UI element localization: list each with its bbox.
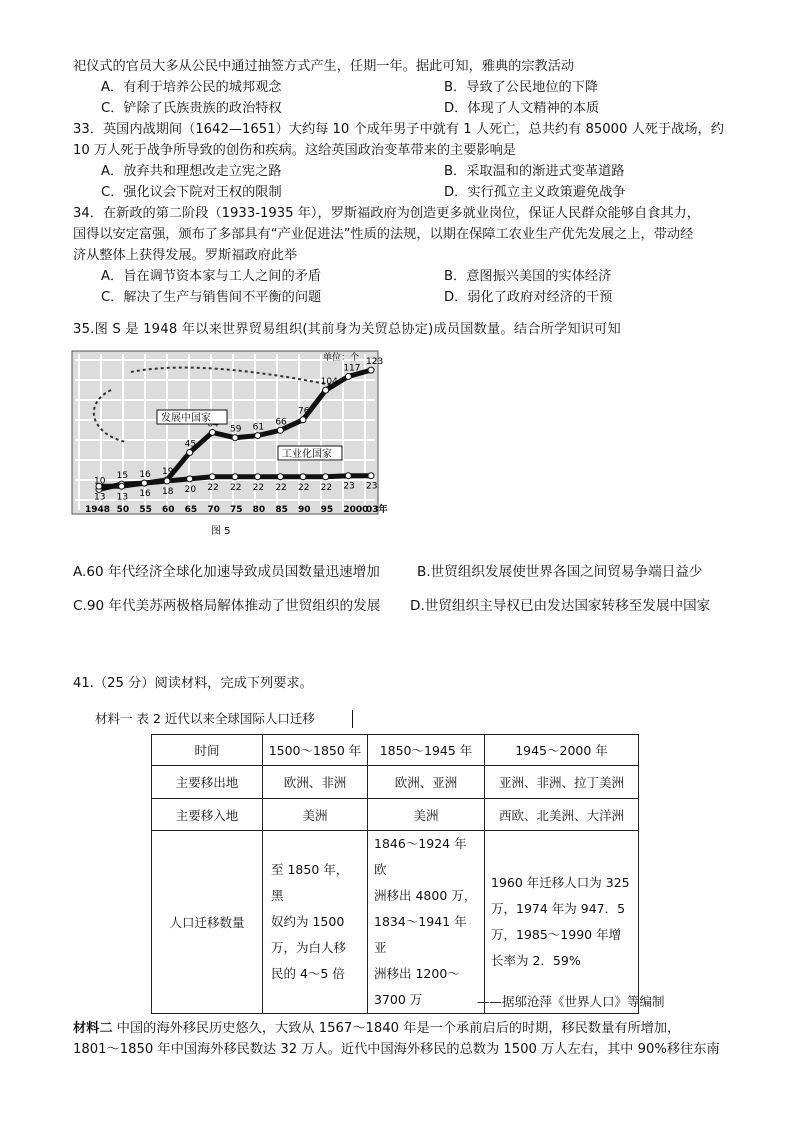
data-label: 22: [275, 482, 287, 493]
data-point: [232, 474, 238, 480]
cell-line: 万，1974 年为 947．5: [491, 901, 626, 916]
q34-option-a: A．旨在调节资本家与工人之间的矛盾: [101, 269, 322, 284]
data-point: [300, 417, 306, 423]
wto-member-chart: [71, 350, 388, 540]
q32-option-a: A．有利于培养公民的城邦观念: [101, 80, 282, 95]
cell-line: 1846～1924 年欧: [374, 836, 467, 877]
x-tick-label: 90: [298, 505, 311, 515]
table-header-cell: 1850～1945 年: [368, 735, 485, 766]
table-cell: 主要移出地: [152, 766, 263, 799]
chart-caption: 图 5: [211, 526, 231, 537]
cell-line: 1960 年迁移人口为 325: [491, 875, 630, 890]
table-cell: 欧洲、非洲: [263, 766, 368, 799]
q34-stem-line3: 济从整体上获得发展。罗斯福政府此举: [73, 248, 298, 263]
data-point: [187, 449, 193, 455]
x-tick-label: 03年: [366, 505, 388, 515]
x-tick-label: 60: [162, 505, 175, 515]
cell-line: 1834～1941 年亚: [374, 914, 467, 955]
data-point: [255, 433, 261, 439]
material2-text: 中国的海外移民历史悠久，大致从 1567～1840 年是一个承前启后的时期，移民数量有所增加，: [112, 1021, 681, 1036]
table-row: [152, 766, 639, 799]
table-cell: 欧洲、亚洲: [368, 766, 485, 799]
x-tick-label: 1948: [85, 505, 111, 515]
data-point: [300, 474, 306, 480]
cursor-mark: [352, 710, 353, 728]
data-label: 19: [162, 466, 174, 477]
cell-line: 万，1985～1990 年增: [491, 927, 622, 942]
data-point: [209, 474, 215, 480]
material2-line2: 1801～1850 年中国海外移民数达 32 万人。近代中国海外移民的总数为 1500 万人左右，其中 90%移往东南: [73, 1042, 720, 1057]
cell-line: 洲移出 4800 万，: [374, 888, 477, 903]
data-point: [277, 427, 283, 433]
q32-option-d: D．体现了人文精神的本质: [444, 101, 600, 116]
data-label: 16: [139, 470, 151, 481]
data-label: 10: [94, 476, 106, 487]
data-label: 23: [343, 481, 355, 492]
q32-option-b: B．导致了公民地位的下降: [444, 80, 599, 95]
data-label: 22: [320, 482, 333, 493]
material2-line1: [73, 1020, 680, 1038]
q34-option-b: B．意图振兴美国的实体经济: [444, 269, 612, 284]
q35-option-c: C.90 年代美苏两极格局解体推动了世贸组织的发展: [73, 598, 381, 614]
data-label: 66: [275, 417, 287, 428]
x-tick-label: 75: [230, 505, 243, 515]
table-header-row: [152, 735, 639, 766]
data-point: [277, 474, 283, 480]
cell-line: 万，为白人移: [271, 940, 347, 955]
cell-line: 洲移出 1200～: [374, 966, 460, 981]
data-point: [345, 473, 351, 479]
q33-option-d: D．实行孤立主义政策避免战争: [444, 185, 626, 200]
chart-svg: [71, 350, 388, 540]
data-point: [141, 480, 147, 486]
data-point: [345, 373, 351, 379]
data-point: [323, 387, 329, 393]
x-tick-label: 85: [275, 505, 288, 515]
migration-table: [151, 734, 639, 1014]
q34-stem-line1: 34．在新政的第二阶段（1933-1935 年），罗斯福政府为创造更多就业岗位，保证人民群众能够自食其力，: [73, 206, 700, 221]
data-label: 22: [230, 482, 242, 493]
x-tick-label: 55: [139, 505, 152, 515]
data-label: 20: [184, 484, 197, 495]
data-label: 13: [116, 492, 129, 503]
q33-option-a: A．放弃共和理想改走立宪之路: [101, 164, 282, 179]
table-cell: 西欧、北美洲、大洋洲: [485, 799, 639, 831]
legend-industrial: 工业化国家: [282, 449, 332, 460]
data-label: 76: [298, 406, 310, 417]
table-cell: 亚洲、非洲、拉丁美洲: [485, 766, 639, 799]
data-point: [255, 474, 261, 480]
x-tick-label: 50: [116, 505, 130, 515]
q32-stem-tail: 祀仪式的官员大多从公民中通过抽签方式产生，任期一年。据此可知，雅典的宗教活动: [73, 59, 575, 74]
q35-option-b: B.世贸组织发展使世界各国之间贸易争端日益少: [417, 564, 703, 580]
x-tick-label: 2000: [343, 505, 369, 515]
data-point: [368, 473, 374, 479]
data-label: 22: [207, 482, 219, 493]
table-cell-multiline: [263, 831, 368, 1014]
table-header-cell: 1500～1850 年: [263, 735, 368, 766]
q35-option-a: A.60 年代经济全球化加速导致成员国数量迅速增加: [73, 564, 380, 580]
x-tick-label: 95: [320, 505, 334, 515]
table-cell: 美洲: [263, 799, 368, 831]
x-tick-label: 80: [252, 505, 266, 515]
data-label: 61: [252, 422, 265, 433]
cell-line: 至 1850 年，黑: [271, 862, 349, 903]
data-label: 23: [366, 481, 378, 492]
q34-option-d: D．弱化了政府对经济的干预: [444, 290, 613, 305]
q33-stem-line1: 33．英国内战期间（1642—1651）大约每 10 个成年男子中就有 1 人死亡，总共约有 85000 人死于战场，约: [73, 122, 724, 137]
data-point: [187, 476, 193, 482]
q33-stem-line2: 10 万人死于战争所导致的创伤和疾病。这给英国政治变革带来的主要影响是: [73, 143, 516, 158]
cell-line: 长率为 2．59%: [491, 953, 581, 968]
q35-stem: 35.图 S 是 1948 年以来世界贸易组织(其前身为关贸总协定)成员国数量。结合所学知识可知: [73, 322, 621, 337]
data-label: 45: [184, 439, 197, 450]
table-cell-multiline: [485, 831, 639, 1014]
data-label: 104: [320, 377, 338, 388]
data-point: [232, 435, 238, 441]
table-header-cell: 时间: [152, 735, 263, 766]
data-label: 59: [230, 424, 242, 435]
q35-option-d: D.世贸组织主导权已由发达国家转移至发展中国家: [410, 598, 711, 614]
q34-option-c: C．解决了生产与销售间不平衡的问题: [101, 290, 322, 305]
data-label: 18: [162, 486, 174, 497]
q32-option-c: C．铲除了氏族贵族的政治特权: [101, 101, 282, 116]
data-label: 22: [252, 482, 265, 493]
table-cell: 美洲: [368, 799, 485, 831]
table-cell: 人口迁移数量: [152, 831, 263, 1014]
data-point: [209, 429, 215, 435]
table-row: [152, 799, 639, 831]
data-point: [164, 478, 170, 484]
cell-line: 3700 万: [374, 992, 423, 1007]
q33-option-c: C．强化议会下院对王权的限制: [101, 185, 282, 200]
data-point: [323, 474, 329, 480]
cell-line: 民的 4～5 倍: [271, 966, 345, 981]
material2-label: 材料二: [73, 1021, 113, 1036]
data-label: 13: [94, 492, 106, 503]
x-tick-label: 65: [184, 505, 198, 515]
cell-line: 奴约为 1500: [271, 914, 345, 929]
chart-unit-label: 单位：个: [323, 353, 360, 363]
data-label: 16: [139, 489, 151, 500]
data-point: [119, 483, 125, 489]
data-point: [368, 367, 374, 373]
q33-option-b: B．采取温和的渐进式变革道路: [444, 164, 625, 179]
table-cell: 主要移入地: [152, 799, 263, 831]
data-label: 117: [343, 363, 361, 374]
q41-stem: 41.（25 分）阅读材料，完成下列要求。: [73, 676, 313, 691]
table-header-cell: 1945～2000 年: [485, 735, 639, 766]
data-label: 15: [116, 471, 129, 482]
q34-stem-line2: 国得以安定富强，颁布了多部具有“产业促进法”性质的法规，以期在保障工农业生产优先发展之上，带动经: [73, 227, 694, 242]
data-label: 22: [298, 482, 310, 493]
table-row: [152, 831, 639, 1014]
q41-table-title: 材料一 表 2 近代以来全球国际人口迁移: [95, 711, 315, 726]
table-cell-multiline: [368, 831, 485, 1014]
legend-developing: 发展中国家: [161, 413, 211, 424]
table-source: ——据邬沧萍《世界人口》等编制: [477, 994, 665, 1009]
x-tick-label: 70: [207, 505, 220, 515]
data-label: 123: [366, 357, 384, 368]
